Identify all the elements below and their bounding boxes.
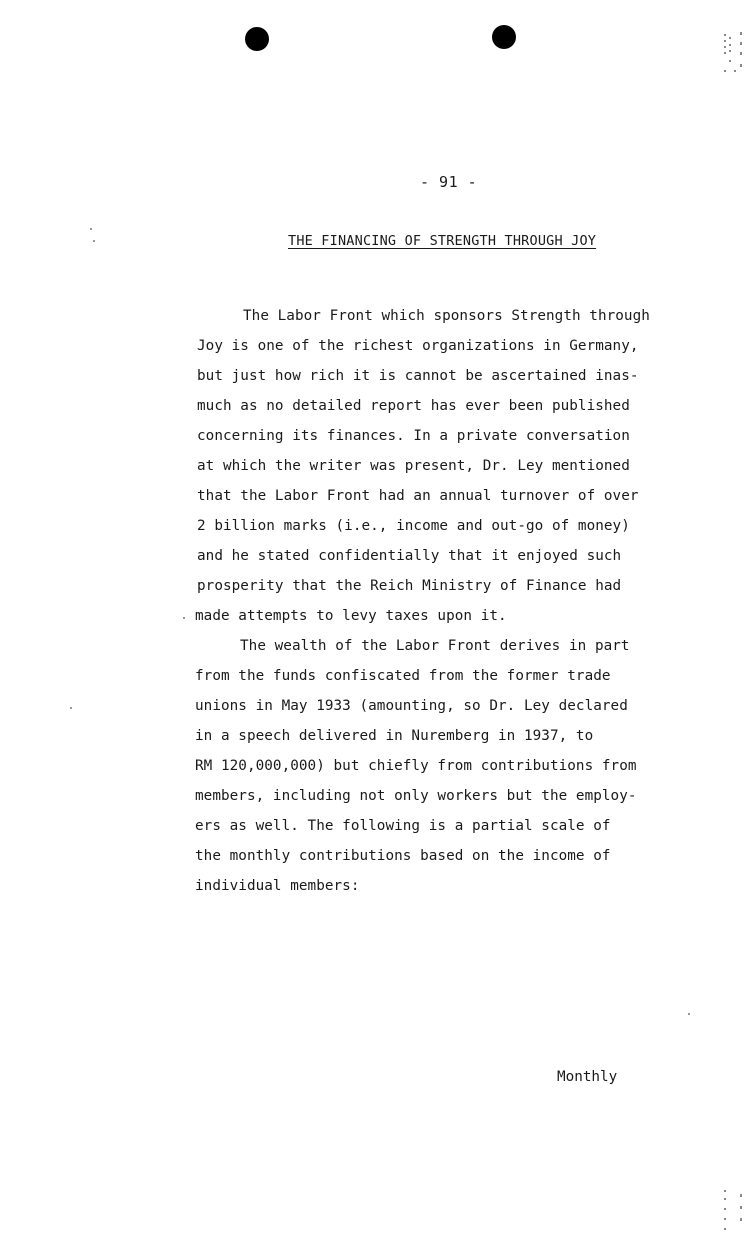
- text-line: Joy is one of the richest organizations in Germany,: [197, 338, 639, 354]
- punch-hole-right: [492, 25, 516, 49]
- text-line: The Labor Front which sponsors Strength through: [243, 308, 650, 324]
- text-line: unions in May 1933 (amounting, so Dr. Ley declared: [195, 698, 628, 714]
- text-line: that the Labor Front had an annual turnover of over: [197, 488, 639, 504]
- text-line: made attempts to levy taxes upon it.: [195, 608, 507, 624]
- scan-speck: [90, 228, 92, 230]
- scan-speck: [70, 707, 72, 709]
- text-line: ers as well. The following is a partial scale of: [195, 818, 611, 834]
- scan-edge-marks-top: [720, 30, 748, 80]
- page-number: - 91 -: [420, 173, 478, 191]
- section-title: THE FINANCING OF STRENGTH THROUGH JOY: [288, 233, 597, 249]
- text-line: individual members:: [195, 878, 360, 894]
- text-line: at which the writer was present, Dr. Ley mentioned: [197, 458, 630, 474]
- text-line: prosperity that the Reich Ministry of Finance had: [197, 578, 622, 594]
- text-line: from the funds confiscated from the former trade: [195, 668, 611, 684]
- text-line: concerning its finances. In a private conversation: [197, 428, 630, 444]
- table-column-header: Monthly: [557, 1069, 618, 1085]
- scan-speck: [183, 617, 185, 619]
- punch-hole-left: [245, 27, 269, 51]
- text-line: RM 120,000,000) but chiefly from contributions from: [195, 758, 637, 774]
- text-line: 2 billion marks (i.e., income and out-go of money): [197, 518, 630, 534]
- text-line: members, including not only workers but the employ-: [195, 788, 637, 804]
- scan-edge-marks-bottom: [720, 1188, 748, 1236]
- text-line: in a speech delivered in Nuremberg in 1937, to: [195, 728, 594, 744]
- text-line: the monthly contributions based on the income of: [195, 848, 611, 864]
- text-line: The wealth of the Labor Front derives in part: [240, 638, 630, 654]
- text-line: but just how rich it is cannot be ascertained inas-: [197, 368, 639, 384]
- scan-speck: [93, 240, 95, 242]
- scan-speck: [688, 1013, 690, 1015]
- text-line: much as no detailed report has ever been published: [197, 398, 630, 414]
- text-line: and he stated confidentially that it enjoyed such: [197, 548, 622, 564]
